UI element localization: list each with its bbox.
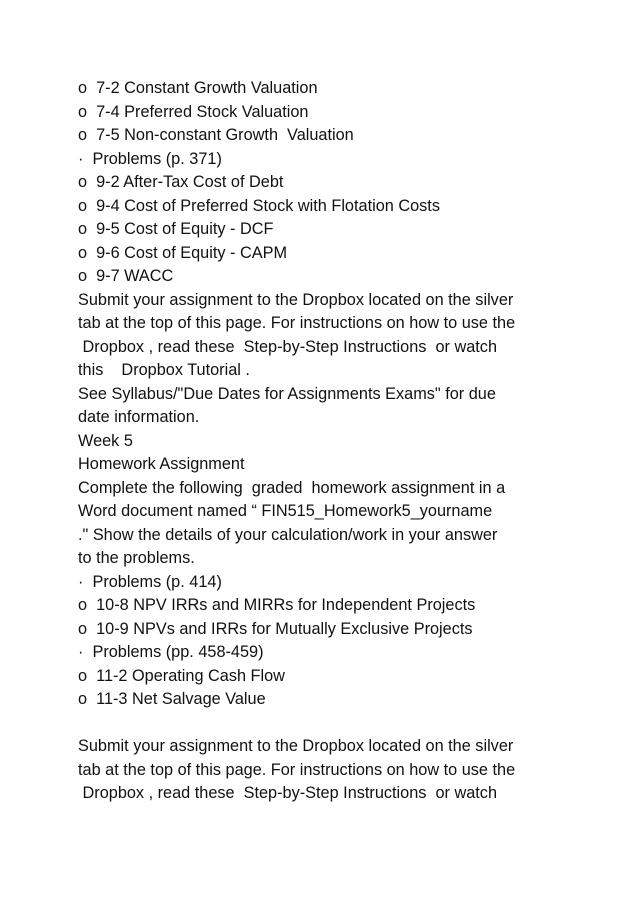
list-item: · Problems (p. 414) <box>78 572 222 591</box>
paragraph-line: Word document named “ FIN515_Homework5_yourname <box>78 502 493 520</box>
section-heading: Homework Assignment <box>78 455 245 473</box>
list-item: o 9-7 WACC <box>78 267 174 285</box>
paragraph-line: Dropbox , read these Step-by-Step Instructions or watch <box>78 337 497 356</box>
list-item: o 7-2 Constant Growth Valuation <box>78 79 318 97</box>
list-item: o 10-9 NPVs and IRRs for Mutually Exclusive Projects <box>78 619 473 638</box>
document-page <box>78 77 618 806</box>
list-item: · Problems (p. 371) <box>78 149 222 168</box>
section-heading: Week 5 <box>78 431 133 450</box>
paragraph-line: ." Show the details of your calculation/work in your answer <box>78 525 498 544</box>
list-item: o 9-2 After-Tax Cost of Debt <box>78 173 284 191</box>
paragraph-line: this Dropbox Tutorial . <box>78 361 250 379</box>
paragraph-line: Submit your assignment to the Dropbox located on the silver <box>78 290 514 309</box>
list-item: o 11-3 Net Salvage Value <box>78 690 266 708</box>
paragraph-line: See Syllabus/"Due Dates for Assignments Exams" for due <box>78 384 496 403</box>
list-item: o 9-5 Cost of Equity - DCF <box>78 220 274 238</box>
paragraph-line: tab at the top of this page. For instructions on how to use the <box>78 314 516 332</box>
paragraph-line: Submit your assignment to the Dropbox located on the silver <box>78 737 514 755</box>
list-item: · Problems (pp. 458-459) <box>78 643 264 661</box>
list-item: o 11-2 Operating Cash Flow <box>78 666 285 685</box>
paragraph-line: tab at the top of this page. For instructions on how to use the <box>78 760 516 779</box>
paragraph-line: Dropbox , read these Step-by-Step Instructions or watch <box>78 784 497 802</box>
list-item: o 7-4 Preferred Stock Valuation <box>78 102 309 121</box>
list-item: o 9-4 Cost of Preferred Stock with Flotation Costs <box>78 196 440 215</box>
list-item: o 10-8 NPV IRRs and MIRRs for Independent Projects <box>78 596 476 614</box>
paragraph-line: date information. <box>78 408 200 426</box>
paragraph-line: Complete the following graded homework assignment in a <box>78 478 506 497</box>
list-item: o 7-5 Non-constant Growth Valuation <box>78 126 354 144</box>
paragraph-line: to the problems. <box>78 549 195 567</box>
list-item: o 9-6 Cost of Equity - CAPM <box>78 243 288 262</box>
blank-line <box>78 712 618 736</box>
